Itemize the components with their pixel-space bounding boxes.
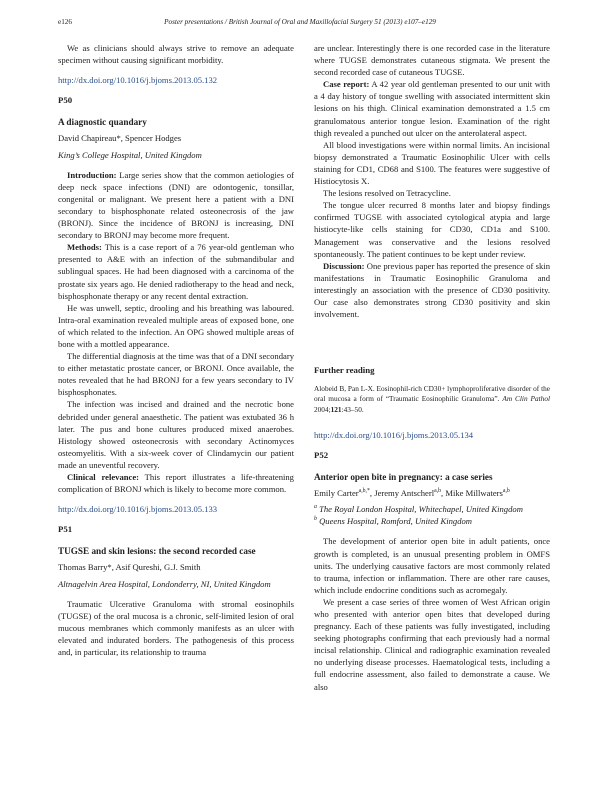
paragraph-tugse-intro: Traumatic Ulcerative Granuloma with stromal eosinophils (TUGSE) of the oral mucosa is a chronic, self-limited lesion of oral mucous membranes which commonly manifests as an ulcer with elevated and indurated borders. The pathogenesis of this process and, in particular, its relationship to trauma [58,598,294,658]
left-column [58,42,294,658]
abstract-id-p50: P50 [58,95,73,106]
affiliation-a-mark: a [314,504,317,511]
running-title: Poster presentations / British Journal of Oral and Maxillofacial Surgery 51 (2013) e107–e129 [164,18,436,26]
intro-paragraph: We as clinicians should always strive to remove an adequate specimen without causing significant morbidity. [58,43,294,66]
reference-main: Alobeid B, Pan L-X. Eosinophil-rich CD30+ lymphoproliferative disorder of the oral mucosa a form of “Traumatic Eosinophilic Granuloma”. [314,384,550,404]
affiliations-p52 [314,503,550,527]
affiliation-b-text: Queens Hospital, Romford, United Kingdom [319,516,472,527]
right-column [314,42,550,693]
abstract-title-p50: A diagnostic quandary [58,117,147,128]
paragraph-clinical-signs: He was unwell, septic, drooling and his breathing was laboured. Intra-oral examination revealed multiple areas of exposed bone, one of which related to the infection. An OPG showed multiple areas of bone with a mottled appearance. [58,302,294,349]
author-2: Jeremy Antscherl [374,488,435,499]
paragraph-tetracycline: The lesions resolved on Tetracycline. [323,188,451,199]
affiliation-b-mark: b [314,516,317,523]
doi-link-132[interactable]: http://dx.doi.org/10.1016/j.bjoms.2013.05.132 [58,75,218,86]
paragraph-case-report [314,78,550,138]
page-number: e126 [58,18,72,26]
section-lead-methods: Methods: [67,242,102,253]
section-lead-case-report: Case report: [323,79,370,90]
author-2-affil-mark: a,b [434,488,442,495]
author-3-affil-mark: a,b [502,488,510,495]
paragraph-tugse-continued: are unclear. Interestingly there is one recorded case in the literature where TUGSE demonstrates cutaneous stigmata. We present the second recorded case of cutaneous TUGSE. [314,43,550,78]
reference-year: 2004; [314,404,331,414]
affiliation-p50: King’s College Hospital, United Kingdom [58,149,202,160]
paragraph-bloods: All blood investigations were within normal limits. An incisional biopsy demonstrated a Traumatic Eosinophilic Ulcer with cells staining for CD1, CD68 and S100. The features were suggestive of Histiocytosis X. [314,139,550,187]
further-reading-heading: Further reading [314,365,375,376]
section-lead-discussion: Discussion: [323,260,365,271]
author-1-affil-mark: a,b,* [358,488,370,495]
section-lead-clinical-relevance: Clinical relevance: [67,472,140,482]
paragraph-recurrence: The tongue ulcer recurred 8 months later and biopsy findings confirmed TUGSE with associated cytological atypia and large histiocyte-like cells staining for CD30, CD1a and S100. Management was conservative and the lesions resolved spontaneously. The patient continues to be kept under review. [314,200,550,259]
reference-pages: :43–50. [341,404,364,414]
doi-link-133[interactable]: http://dx.doi.org/10.1016/j.bjoms.2013.05.133 [58,504,218,515]
paragraph-treatment: The infection was incised and drained and the necrotic bone debrided under general anaesthetic. The patient was extubated 36 h later. The pus and bone cultures produced mixed anaerobes. Histology showed osteonecrosis with secondary Actinomyces osteomyelitis. With a six-week cover of Clindamycin our patient made an uneventful recovery. [58,399,294,470]
case-report-text: A 42 year old gentleman presented to our unit with a 4 day history of tongue swelling with associated intermittent skin lesions on his thigh. Clinical examination demonstrated a 1.5 cm granulomatous anterior tongue lesion. Examination of the right thigh revealed a punched out ulcer on the anterolateral aspect. [314,79,550,138]
page-header [58,16,542,28]
paragraph-methods [58,241,294,301]
section-lead-introduction: Introduction: [67,169,117,180]
paragraph-clinical-relevance [58,471,294,495]
paragraph-introduction [58,169,294,242]
introduction-text: Large series show that the common aetiologies of deep neck space infections (DNI) are odontogenic, tonsillar, congenital or malignant. We present here a patient with a DNI secondary to bisphosphonate related osteonecrosis of the jaw (BRONJ). Since the incidence of BRONJ is increasing, DNI secondary to BRONJ may become more frequent. [58,169,294,241]
authors-p51: Thomas Barry*, Asif Qureshi, G.J. Smith [58,562,201,573]
paragraph-case-series: We present a case series of three women of West African origin who presented with anterior open bites that developed during pregnancy. Each of these patients was fully investigated, including seeking photographs confirming that each previously had a normal incisal relationship. Clinical and radiographic examination revealed no underlying disease processes. Haematological tests, including a full endocrine assessment, also failed to demonstrate a cause. We also [314,596,550,692]
abstract-title-p51: TUGSE and skin lesions: the second recorded case [58,546,256,557]
affiliation-a [314,503,550,515]
abstract-title-p52: Anterior open bite in pregnancy: a case series [314,472,493,483]
discussion-text: One previous paper has reported the presence of skin manifestations in Traumatic Eosinophilic Granuloma and interestingly an association with the presence of CD30 positivity. Our case also demonstrates strong CD30 positivity and skin involvement. [314,260,550,320]
doi-link-134[interactable]: http://dx.doi.org/10.1016/j.bjoms.2013.05.134 [314,429,474,440]
clinical-relevance-text: This report illustrates a life-threatening complication of BRONJ which is likely to become more common. [58,472,294,495]
author-3: Mike Millwaters [445,488,503,499]
authors-p52: Emily Carter$^{a,b,*}$, Jeremy Antscherl$^{a,b}$, Mike Millwaters$^{a,b}$ [314,488,510,499]
author-1: Emily Carter [314,488,359,499]
affiliation-b [314,515,550,527]
abstract-id-p52: P52 [314,449,329,460]
reference-entry [314,384,550,415]
paragraph-open-bite-intro: The development of anterior open bite in adult patients, once growth is completed, is an unusual presenting problem in OMFS units. The underlying causative factors are most commonly related to trauma, infection or inflammation. There are other rare causes, which include endocrine conditions such as acromegaly. [314,536,550,595]
affiliation-a-text: The Royal London Hospital, Whitechapel, United Kingdom [319,504,523,515]
authors-p50: David Chapireau*, Spencer Hodges [58,133,182,144]
paragraph-differential: The differential diagnosis at the time was that of a DNI secondary to either metastatic prostate cancer, or BRONJ. Once available, the notes revealed that he had BRONJ for a few years secondary to IV bisphosphonates. [58,351,294,398]
reference-volume: 121 [330,404,342,414]
reference-journal: Am Clin Pathol [502,394,551,404]
methods-text: This is a case report of a 76 year-old gentleman who presented to A&E with an infection of the submandibular and sublingual spaces. He had been diagnosed with a carcinoma of the prostate six years ago. He denied radiotherapy to the head and neck, bisphosphonate therapy or any recent dental extraction. [58,242,294,301]
abstract-id-p51: P51 [58,524,73,535]
affiliation-p51: Altnagelvin Area Hospital, Londonderry, NI, United Kingdom [58,578,271,589]
paragraph-discussion [314,260,550,320]
